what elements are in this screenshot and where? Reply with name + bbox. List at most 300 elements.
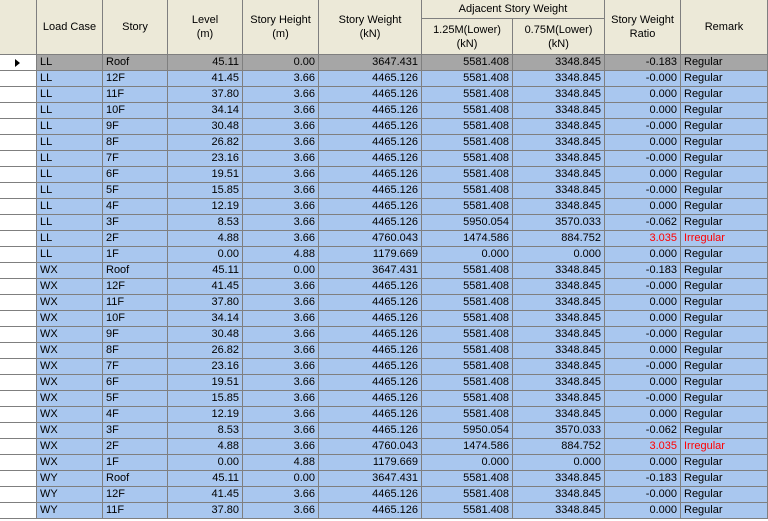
cell-story-height[interactable]: 3.66: [243, 503, 319, 519]
cell-story[interactable]: Roof: [103, 471, 168, 487]
cell-story-weight[interactable]: 4465.126: [319, 375, 422, 391]
cell-lower-limit[interactable]: 3348.845: [513, 55, 605, 71]
table-row[interactable]: [0, 231, 768, 247]
cell-level[interactable]: 19.51: [168, 167, 243, 183]
cell-lower-limit[interactable]: 884.752: [513, 439, 605, 455]
cell-story-weight-ratio[interactable]: -0.000: [605, 391, 681, 407]
cell-load-case[interactable]: WX: [37, 311, 103, 327]
cell-level[interactable]: 8.53: [168, 423, 243, 439]
cell-story-weight-ratio[interactable]: 3.035: [605, 231, 681, 247]
cell-lower-limit[interactable]: 3348.845: [513, 471, 605, 487]
row-selector[interactable]: [0, 455, 37, 471]
table-row[interactable]: [0, 375, 768, 391]
table-row[interactable]: [0, 55, 768, 71]
cell-remark[interactable]: Regular: [681, 503, 768, 519]
cell-level[interactable]: 41.45: [168, 71, 243, 87]
cell-load-case[interactable]: LL: [37, 151, 103, 167]
cell-load-case[interactable]: WX: [37, 391, 103, 407]
cell-remark[interactable]: Regular: [681, 311, 768, 327]
cell-story[interactable]: 8F: [103, 135, 168, 151]
cell-level[interactable]: 15.85: [168, 183, 243, 199]
cell-upper-limit[interactable]: 5581.408: [422, 199, 513, 215]
cell-remark[interactable]: Regular: [681, 151, 768, 167]
row-selector[interactable]: [0, 471, 37, 487]
cell-story[interactable]: 6F: [103, 375, 168, 391]
cell-story-weight-ratio[interactable]: -0.000: [605, 487, 681, 503]
cell-story[interactable]: 12F: [103, 279, 168, 295]
row-header-corner[interactable]: [0, 0, 37, 55]
cell-remark[interactable]: Regular: [681, 407, 768, 423]
cell-load-case[interactable]: LL: [37, 103, 103, 119]
cell-remark[interactable]: Regular: [681, 55, 768, 71]
table-row[interactable]: [0, 487, 768, 503]
cell-remark[interactable]: Regular: [681, 199, 768, 215]
cell-upper-limit[interactable]: 5581.408: [422, 391, 513, 407]
cell-lower-limit[interactable]: 3570.033: [513, 215, 605, 231]
cell-upper-limit[interactable]: 1474.586: [422, 231, 513, 247]
cell-story-height[interactable]: 3.66: [243, 439, 319, 455]
table-row[interactable]: [0, 503, 768, 519]
cell-level[interactable]: 37.80: [168, 503, 243, 519]
cell-story-weight[interactable]: 4760.043: [319, 231, 422, 247]
cell-story-weight-ratio[interactable]: -0.183: [605, 263, 681, 279]
col-header-remark[interactable]: Remark: [681, 0, 768, 55]
row-selector[interactable]: [0, 487, 37, 503]
row-selector[interactable]: [0, 263, 37, 279]
cell-story[interactable]: 10F: [103, 311, 168, 327]
cell-story-weight-ratio[interactable]: 0.000: [605, 135, 681, 151]
cell-story-height[interactable]: 4.88: [243, 455, 319, 471]
cell-story[interactable]: 5F: [103, 391, 168, 407]
cell-load-case[interactable]: WX: [37, 455, 103, 471]
cell-story[interactable]: 11F: [103, 503, 168, 519]
cell-load-case[interactable]: LL: [37, 199, 103, 215]
cell-lower-limit[interactable]: 3348.845: [513, 359, 605, 375]
cell-load-case[interactable]: LL: [37, 87, 103, 103]
cell-story-height[interactable]: 3.66: [243, 103, 319, 119]
cell-story-weight-ratio[interactable]: 0.000: [605, 295, 681, 311]
cell-level[interactable]: 37.80: [168, 87, 243, 103]
cell-story[interactable]: 12F: [103, 487, 168, 503]
cell-story-weight-ratio[interactable]: -0.000: [605, 119, 681, 135]
cell-upper-limit[interactable]: 5581.408: [422, 263, 513, 279]
cell-remark[interactable]: Regular: [681, 71, 768, 87]
cell-story-weight[interactable]: 4465.126: [319, 199, 422, 215]
cell-remark[interactable]: Irregular: [681, 439, 768, 455]
cell-story-weight[interactable]: 4465.126: [319, 407, 422, 423]
cell-story-weight[interactable]: 4465.126: [319, 135, 422, 151]
cell-story-weight[interactable]: 4465.126: [319, 487, 422, 503]
cell-upper-limit[interactable]: 5581.408: [422, 487, 513, 503]
cell-upper-limit[interactable]: 5581.408: [422, 279, 513, 295]
cell-lower-limit[interactable]: 3348.845: [513, 183, 605, 199]
cell-story-height[interactable]: 4.88: [243, 247, 319, 263]
cell-lower-limit[interactable]: 0.000: [513, 455, 605, 471]
table-row[interactable]: [0, 295, 768, 311]
row-selector[interactable]: [0, 295, 37, 311]
row-selector[interactable]: [0, 439, 37, 455]
cell-story-weight[interactable]: 3647.431: [319, 263, 422, 279]
cell-story-height[interactable]: 3.66: [243, 295, 319, 311]
cell-lower-limit[interactable]: 3348.845: [513, 199, 605, 215]
col-header-story-weight-ratio[interactable]: Story Weight Ratio: [605, 0, 681, 55]
cell-story-height[interactable]: 3.66: [243, 391, 319, 407]
row-selector[interactable]: [0, 407, 37, 423]
cell-lower-limit[interactable]: 3348.845: [513, 375, 605, 391]
cell-story-height[interactable]: 3.66: [243, 487, 319, 503]
cell-remark[interactable]: Regular: [681, 295, 768, 311]
cell-upper-limit[interactable]: 5581.408: [422, 151, 513, 167]
cell-story-height[interactable]: 3.66: [243, 423, 319, 439]
row-selector[interactable]: [0, 87, 37, 103]
cell-level[interactable]: 45.11: [168, 263, 243, 279]
table-row[interactable]: [0, 279, 768, 295]
cell-story-weight-ratio[interactable]: -0.062: [605, 215, 681, 231]
cell-story-height[interactable]: 3.66: [243, 231, 319, 247]
cell-remark[interactable]: Regular: [681, 263, 768, 279]
cell-story[interactable]: 3F: [103, 423, 168, 439]
cell-story-weight-ratio[interactable]: -0.062: [605, 423, 681, 439]
cell-story-weight-ratio[interactable]: 0.000: [605, 343, 681, 359]
table-row[interactable]: [0, 183, 768, 199]
table-row[interactable]: [0, 135, 768, 151]
cell-upper-limit[interactable]: 5581.408: [422, 343, 513, 359]
cell-lower-limit[interactable]: 884.752: [513, 231, 605, 247]
cell-upper-limit[interactable]: 5581.408: [422, 87, 513, 103]
col-header-upper-limit[interactable]: 1.25M(Lower) (kN): [422, 19, 513, 55]
cell-story-height[interactable]: 3.66: [243, 279, 319, 295]
table-row[interactable]: [0, 247, 768, 263]
cell-lower-limit[interactable]: 3348.845: [513, 135, 605, 151]
table-row[interactable]: [0, 151, 768, 167]
cell-story-weight[interactable]: 4760.043: [319, 439, 422, 455]
cell-remark[interactable]: Regular: [681, 343, 768, 359]
cell-story[interactable]: 1F: [103, 455, 168, 471]
col-header-lower-limit[interactable]: 0.75M(Lower) (kN): [513, 19, 605, 55]
cell-remark[interactable]: Regular: [681, 423, 768, 439]
cell-level[interactable]: 45.11: [168, 471, 243, 487]
row-selector[interactable]: [0, 151, 37, 167]
cell-level[interactable]: 30.48: [168, 327, 243, 343]
cell-load-case[interactable]: LL: [37, 231, 103, 247]
cell-story-height[interactable]: 3.66: [243, 375, 319, 391]
table-row[interactable]: [0, 87, 768, 103]
cell-story-height[interactable]: 3.66: [243, 167, 319, 183]
cell-story-weight-ratio[interactable]: 0.000: [605, 103, 681, 119]
table-row[interactable]: [0, 455, 768, 471]
cell-load-case[interactable]: LL: [37, 119, 103, 135]
cell-upper-limit[interactable]: 5581.408: [422, 119, 513, 135]
cell-remark[interactable]: Regular: [681, 327, 768, 343]
cell-story[interactable]: 2F: [103, 439, 168, 455]
cell-remark[interactable]: Regular: [681, 359, 768, 375]
cell-lower-limit[interactable]: 3348.845: [513, 407, 605, 423]
cell-story[interactable]: 11F: [103, 87, 168, 103]
cell-story[interactable]: 11F: [103, 295, 168, 311]
cell-upper-limit[interactable]: 5581.408: [422, 135, 513, 151]
table-row[interactable]: [0, 327, 768, 343]
cell-lower-limit[interactable]: 3348.845: [513, 103, 605, 119]
cell-level[interactable]: 26.82: [168, 135, 243, 151]
cell-load-case[interactable]: WX: [37, 423, 103, 439]
table-row[interactable]: [0, 215, 768, 231]
row-selector[interactable]: [0, 215, 37, 231]
row-selector[interactable]: [0, 359, 37, 375]
cell-story-height[interactable]: 3.66: [243, 87, 319, 103]
cell-story-height[interactable]: 0.00: [243, 55, 319, 71]
cell-remark[interactable]: Regular: [681, 279, 768, 295]
cell-load-case[interactable]: LL: [37, 135, 103, 151]
cell-story-weight-ratio[interactable]: 0.000: [605, 375, 681, 391]
cell-story-weight-ratio[interactable]: 0.000: [605, 247, 681, 263]
cell-upper-limit[interactable]: 5581.408: [422, 503, 513, 519]
cell-upper-limit[interactable]: 1474.586: [422, 439, 513, 455]
row-selector[interactable]: [0, 327, 37, 343]
cell-story[interactable]: 7F: [103, 151, 168, 167]
cell-lower-limit[interactable]: 3348.845: [513, 151, 605, 167]
cell-lower-limit[interactable]: 3348.845: [513, 279, 605, 295]
table-row[interactable]: [0, 423, 768, 439]
cell-story-height[interactable]: 3.66: [243, 151, 319, 167]
cell-level[interactable]: 0.00: [168, 247, 243, 263]
cell-upper-limit[interactable]: 5581.408: [422, 103, 513, 119]
cell-upper-limit[interactable]: 5581.408: [422, 407, 513, 423]
cell-story-height[interactable]: 3.66: [243, 343, 319, 359]
cell-load-case[interactable]: LL: [37, 55, 103, 71]
cell-story-weight-ratio[interactable]: 0.000: [605, 407, 681, 423]
cell-story-weight[interactable]: 4465.126: [319, 503, 422, 519]
cell-lower-limit[interactable]: 3348.845: [513, 487, 605, 503]
table-row[interactable]: [0, 311, 768, 327]
cell-story-weight[interactable]: 4465.126: [319, 183, 422, 199]
cell-lower-limit[interactable]: 3348.845: [513, 167, 605, 183]
cell-remark[interactable]: Regular: [681, 119, 768, 135]
cell-upper-limit[interactable]: 5581.408: [422, 375, 513, 391]
cell-load-case[interactable]: LL: [37, 167, 103, 183]
cell-lower-limit[interactable]: 3348.845: [513, 343, 605, 359]
table-row[interactable]: [0, 167, 768, 183]
cell-lower-limit[interactable]: 3348.845: [513, 119, 605, 135]
cell-story-weight-ratio[interactable]: -0.183: [605, 471, 681, 487]
table-row[interactable]: [0, 103, 768, 119]
cell-story-weight-ratio[interactable]: -0.000: [605, 279, 681, 295]
cell-level[interactable]: 15.85: [168, 391, 243, 407]
cell-level[interactable]: 23.16: [168, 151, 243, 167]
cell-upper-limit[interactable]: 5950.054: [422, 423, 513, 439]
cell-story-weight-ratio[interactable]: 3.035: [605, 439, 681, 455]
col-header-level[interactable]: Level (m): [168, 0, 243, 55]
cell-lower-limit[interactable]: 3348.845: [513, 327, 605, 343]
cell-story-weight-ratio[interactable]: -0.000: [605, 151, 681, 167]
cell-level[interactable]: 4.88: [168, 439, 243, 455]
cell-story-weight[interactable]: 1179.669: [319, 247, 422, 263]
cell-story[interactable]: 6F: [103, 167, 168, 183]
cell-story-weight[interactable]: 4465.126: [319, 71, 422, 87]
cell-story-weight[interactable]: 4465.126: [319, 151, 422, 167]
cell-remark[interactable]: Irregular: [681, 231, 768, 247]
cell-load-case[interactable]: LL: [37, 247, 103, 263]
cell-story-weight[interactable]: 4465.126: [319, 87, 422, 103]
cell-story-weight-ratio[interactable]: -0.183: [605, 55, 681, 71]
cell-story-weight[interactable]: 4465.126: [319, 359, 422, 375]
cell-remark[interactable]: Regular: [681, 167, 768, 183]
cell-load-case[interactable]: WX: [37, 295, 103, 311]
table-row[interactable]: [0, 439, 768, 455]
cell-load-case[interactable]: WX: [37, 439, 103, 455]
cell-story-height[interactable]: 3.66: [243, 119, 319, 135]
cell-load-case[interactable]: WY: [37, 503, 103, 519]
cell-load-case[interactable]: LL: [37, 71, 103, 87]
row-selector[interactable]: [0, 183, 37, 199]
cell-story-weight[interactable]: 3647.431: [319, 55, 422, 71]
cell-story-height[interactable]: 3.66: [243, 183, 319, 199]
table-row[interactable]: [0, 391, 768, 407]
cell-story-height[interactable]: 3.66: [243, 327, 319, 343]
cell-upper-limit[interactable]: 5581.408: [422, 71, 513, 87]
cell-story[interactable]: 1F: [103, 247, 168, 263]
cell-lower-limit[interactable]: 3348.845: [513, 503, 605, 519]
cell-upper-limit[interactable]: 5581.408: [422, 471, 513, 487]
row-selector[interactable]: [0, 423, 37, 439]
cell-lower-limit[interactable]: 3570.033: [513, 423, 605, 439]
cell-upper-limit[interactable]: 5581.408: [422, 167, 513, 183]
cell-level[interactable]: 34.14: [168, 103, 243, 119]
cell-remark[interactable]: Regular: [681, 375, 768, 391]
cell-load-case[interactable]: WX: [37, 327, 103, 343]
cell-level[interactable]: 26.82: [168, 343, 243, 359]
cell-story-height[interactable]: 0.00: [243, 471, 319, 487]
cell-story-weight[interactable]: 4465.126: [319, 295, 422, 311]
cell-story[interactable]: 4F: [103, 199, 168, 215]
cell-upper-limit[interactable]: 5581.408: [422, 359, 513, 375]
cell-remark[interactable]: Regular: [681, 487, 768, 503]
cell-story-weight[interactable]: 4465.126: [319, 103, 422, 119]
cell-remark[interactable]: Regular: [681, 135, 768, 151]
cell-lower-limit[interactable]: 3348.845: [513, 71, 605, 87]
cell-story-height[interactable]: 0.00: [243, 263, 319, 279]
cell-story-height[interactable]: 3.66: [243, 71, 319, 87]
table-row[interactable]: [0, 471, 768, 487]
cell-level[interactable]: 41.45: [168, 279, 243, 295]
cell-story-weight-ratio[interactable]: -0.000: [605, 71, 681, 87]
cell-story-weight[interactable]: 3647.431: [319, 471, 422, 487]
cell-level[interactable]: 30.48: [168, 119, 243, 135]
cell-upper-limit[interactable]: 5581.408: [422, 183, 513, 199]
cell-story-weight[interactable]: 4465.126: [319, 391, 422, 407]
cell-lower-limit[interactable]: 0.000: [513, 247, 605, 263]
cell-load-case[interactable]: WY: [37, 471, 103, 487]
cell-story-height[interactable]: 3.66: [243, 135, 319, 151]
cell-load-case[interactable]: WX: [37, 263, 103, 279]
row-selector[interactable]: [0, 391, 37, 407]
cell-upper-limit[interactable]: 0.000: [422, 247, 513, 263]
cell-remark[interactable]: Regular: [681, 215, 768, 231]
cell-level[interactable]: 0.00: [168, 455, 243, 471]
row-selector[interactable]: [0, 343, 37, 359]
cell-load-case[interactable]: WX: [37, 343, 103, 359]
cell-story-weight-ratio[interactable]: 0.000: [605, 311, 681, 327]
cell-story[interactable]: 9F: [103, 119, 168, 135]
cell-story-height[interactable]: 3.66: [243, 359, 319, 375]
cell-story[interactable]: 2F: [103, 231, 168, 247]
cell-story[interactable]: 3F: [103, 215, 168, 231]
row-selector[interactable]: [0, 135, 37, 151]
row-selector[interactable]: [0, 119, 37, 135]
table-row[interactable]: [0, 199, 768, 215]
cell-upper-limit[interactable]: 5581.408: [422, 295, 513, 311]
cell-lower-limit[interactable]: 3348.845: [513, 263, 605, 279]
table-row[interactable]: [0, 119, 768, 135]
cell-story[interactable]: Roof: [103, 263, 168, 279]
cell-story-weight[interactable]: 4465.126: [319, 327, 422, 343]
cell-remark[interactable]: Regular: [681, 391, 768, 407]
row-selector[interactable]: [0, 103, 37, 119]
cell-remark[interactable]: Regular: [681, 471, 768, 487]
cell-story-height[interactable]: 3.66: [243, 215, 319, 231]
cell-remark[interactable]: Regular: [681, 183, 768, 199]
table-row[interactable]: [0, 263, 768, 279]
cell-level[interactable]: 37.80: [168, 295, 243, 311]
row-selector[interactable]: [0, 199, 37, 215]
cell-story-weight[interactable]: 4465.126: [319, 215, 422, 231]
cell-story-weight-ratio[interactable]: -0.000: [605, 327, 681, 343]
cell-story-weight[interactable]: 4465.126: [319, 119, 422, 135]
cell-story-weight-ratio[interactable]: 0.000: [605, 503, 681, 519]
cell-story[interactable]: 5F: [103, 183, 168, 199]
cell-story-weight[interactable]: 4465.126: [319, 311, 422, 327]
cell-lower-limit[interactable]: 3348.845: [513, 391, 605, 407]
cell-level[interactable]: 4.88: [168, 231, 243, 247]
cell-lower-limit[interactable]: 3348.845: [513, 295, 605, 311]
cell-load-case[interactable]: WX: [37, 407, 103, 423]
cell-upper-limit[interactable]: 5581.408: [422, 311, 513, 327]
cell-level[interactable]: 41.45: [168, 487, 243, 503]
cell-story-weight-ratio[interactable]: -0.000: [605, 359, 681, 375]
cell-story-weight-ratio[interactable]: 0.000: [605, 455, 681, 471]
cell-level[interactable]: 45.11: [168, 55, 243, 71]
cell-upper-limit[interactable]: 0.000: [422, 455, 513, 471]
cell-lower-limit[interactable]: 3348.845: [513, 87, 605, 103]
row-selector[interactable]: [0, 71, 37, 87]
cell-story[interactable]: 12F: [103, 71, 168, 87]
cell-story-weight[interactable]: 4465.126: [319, 167, 422, 183]
cell-story[interactable]: 7F: [103, 359, 168, 375]
cell-story[interactable]: 4F: [103, 407, 168, 423]
row-selector[interactable]: [0, 311, 37, 327]
cell-story[interactable]: Roof: [103, 55, 168, 71]
cell-upper-limit[interactable]: 5581.408: [422, 327, 513, 343]
row-selector[interactable]: [0, 247, 37, 263]
cell-load-case[interactable]: WY: [37, 487, 103, 503]
cell-remark[interactable]: Regular: [681, 455, 768, 471]
table-row[interactable]: [0, 343, 768, 359]
cell-level[interactable]: 12.19: [168, 199, 243, 215]
table-row[interactable]: [0, 407, 768, 423]
cell-level[interactable]: 19.51: [168, 375, 243, 391]
col-header-story-weight[interactable]: Story Weight (kN): [319, 0, 422, 55]
table-row[interactable]: [0, 71, 768, 87]
table-row[interactable]: [0, 359, 768, 375]
row-selector[interactable]: [0, 503, 37, 519]
col-header-load-case[interactable]: Load Case: [37, 0, 103, 55]
cell-story[interactable]: 9F: [103, 327, 168, 343]
cell-story-weight[interactable]: 4465.126: [319, 423, 422, 439]
cell-remark[interactable]: Regular: [681, 87, 768, 103]
cell-level[interactable]: 23.16: [168, 359, 243, 375]
cell-remark[interactable]: Regular: [681, 247, 768, 263]
cell-level[interactable]: 8.53: [168, 215, 243, 231]
cell-load-case[interactable]: WX: [37, 375, 103, 391]
